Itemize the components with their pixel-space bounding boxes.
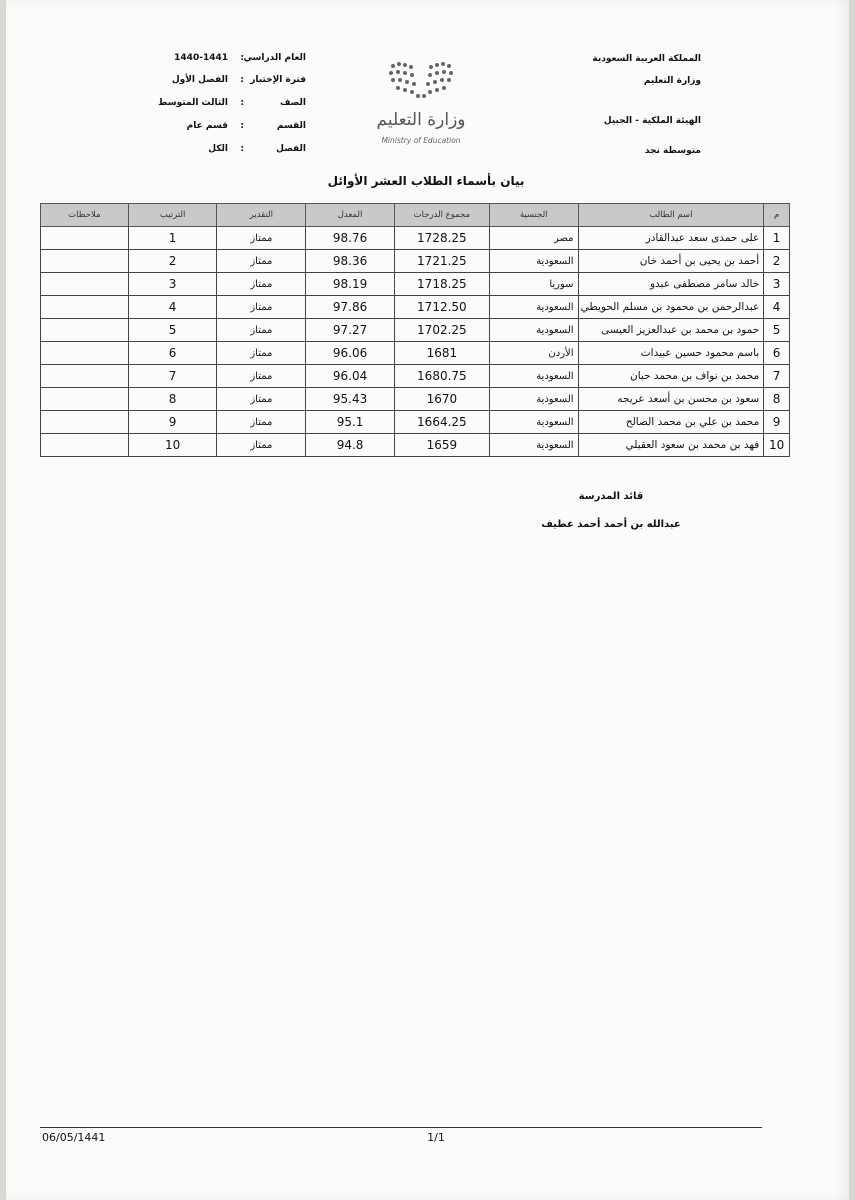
header-rank: الترتيب	[128, 204, 217, 227]
student-name-cell: باسم محمود حسين عبيدات	[578, 342, 764, 365]
average-cell: 95.1	[306, 411, 395, 434]
average-cell: 94.8	[306, 434, 395, 457]
row-index-cell: 2	[764, 250, 790, 273]
rank-cell: 2	[128, 250, 217, 273]
row-index-cell: 1	[764, 227, 790, 250]
header-total-marks: مجموع الدرجات	[394, 204, 489, 227]
table-row	[41, 434, 790, 457]
ministry-logo-icon	[371, 58, 471, 108]
table-row	[41, 273, 790, 296]
notes-cell	[41, 296, 129, 319]
notes-cell	[41, 250, 129, 273]
total-marks-cell: 1680.75	[394, 365, 489, 388]
notes-cell	[41, 434, 129, 457]
rank-cell: 4	[128, 296, 217, 319]
rank-cell: 7	[128, 365, 217, 388]
footer-date: 06/05/1441	[42, 1131, 106, 1144]
grade-cell: ممتاز	[217, 319, 306, 342]
row-index-cell: 5	[764, 319, 790, 342]
nationality-cell: السعودية	[489, 434, 578, 457]
table-row	[41, 388, 790, 411]
table-row	[41, 342, 790, 365]
ministry-logo	[371, 58, 481, 158]
row-index-cell: 4	[764, 296, 790, 319]
document-title: بيان بأسماء الطلاب العشر الأوائل	[327, 174, 525, 188]
notes-cell	[41, 273, 129, 296]
average-cell: 98.19	[306, 273, 395, 296]
total-marks-cell: 1681	[394, 342, 489, 365]
total-marks-cell: 1718.25	[394, 273, 489, 296]
grade-value: الثالث المتوسط	[158, 98, 228, 108]
nationality-cell: السعودية	[489, 296, 578, 319]
signature-role: قائد المدرسة	[578, 491, 644, 502]
footer-divider	[40, 1127, 762, 1128]
row-index-cell: 10	[764, 434, 790, 457]
class-row: الفصل : الكل	[208, 144, 306, 154]
nationality-cell: السعودية	[489, 250, 578, 273]
header-average: المعدل	[306, 204, 395, 227]
academic-year-value: 1440-1441	[174, 53, 228, 63]
row-index-cell: 8	[764, 388, 790, 411]
rank-cell: 1	[128, 227, 217, 250]
rank-cell: 5	[128, 319, 217, 342]
student-name-cell: على حمدى سعد عبدالقادر	[578, 227, 764, 250]
exam-period-row: فترة الإختبار : الفصل الأول	[171, 75, 306, 85]
row-index-cell: 3	[764, 273, 790, 296]
table-row	[41, 296, 790, 319]
row-index-cell: 7	[764, 365, 790, 388]
exam-period-value: الفصل الأول	[171, 75, 228, 85]
grade-label: الصف	[279, 98, 306, 108]
department-label: القسم	[276, 121, 306, 131]
grade-cell: ممتاز	[217, 250, 306, 273]
rank-cell: 6	[128, 342, 217, 365]
nationality-cell: السعودية	[489, 365, 578, 388]
table-row	[41, 227, 790, 250]
rank-cell: 3	[128, 273, 217, 296]
average-cell: 96.04	[306, 365, 395, 388]
rank-cell: 10	[128, 434, 217, 457]
table-row	[41, 411, 790, 434]
header-student-name: اسم الطالب	[578, 204, 764, 227]
nationality-cell: السعودية	[489, 411, 578, 434]
grade-cell: ممتاز	[217, 296, 306, 319]
academic-year-label: العام الدراسي	[243, 53, 306, 63]
total-marks-cell: 1702.25	[394, 319, 489, 342]
row-index-cell: 9	[764, 411, 790, 434]
nationality-cell: الأردن	[489, 342, 578, 365]
header-index: م	[764, 204, 790, 227]
commission-name: الهيئة الملكية - الجبيل	[603, 116, 701, 126]
student-name-cell: محمد بن نواف بن محمد حبان	[578, 365, 764, 388]
average-cell: 98.76	[306, 227, 395, 250]
student-name-cell: محمد بن علي بن محمد الصالح	[578, 411, 764, 434]
academic-year-row: العام الدراسي : 1440-1441	[174, 53, 306, 63]
class-label: الفصل	[276, 144, 306, 154]
student-name-cell: فهد بن محمد بن سعود العقيلي	[578, 434, 764, 457]
header-nationality: الجنسية	[489, 204, 578, 227]
grade-cell: ممتاز	[217, 411, 306, 434]
exam-period-label: فترة الإختبار	[250, 75, 306, 85]
grade-cell: ممتاز	[217, 227, 306, 250]
student-name-cell: خالد سامر مصطفى عبدو	[578, 273, 764, 296]
total-marks-cell: 1664.25	[394, 411, 489, 434]
notes-cell	[41, 388, 129, 411]
top-students-table	[40, 203, 790, 457]
average-cell: 98.36	[306, 250, 395, 273]
document-page	[6, 0, 849, 1200]
nationality-cell: السعودية	[489, 388, 578, 411]
header-grade: التقدير	[217, 204, 306, 227]
total-marks-cell: 1670	[394, 388, 489, 411]
header-notes: ملاحظات	[41, 204, 129, 227]
grade-row: الصف : الثالث المتوسط	[158, 98, 306, 108]
row-index-cell: 6	[764, 342, 790, 365]
school-name: متوسطة نجد	[644, 146, 701, 156]
average-cell: 97.27	[306, 319, 395, 342]
class-value: الكل	[208, 144, 228, 154]
student-name-cell: عبدالرحمن بن محمود بن مسلم الحويطي	[578, 296, 764, 319]
grade-cell: ممتاز	[217, 365, 306, 388]
notes-cell	[41, 319, 129, 342]
nationality-cell: سوريا	[489, 273, 578, 296]
rank-cell: 9	[128, 411, 217, 434]
grade-cell: ممتاز	[217, 342, 306, 365]
total-marks-cell: 1712.50	[394, 296, 489, 319]
notes-cell	[41, 365, 129, 388]
table-header-row	[41, 204, 790, 227]
table-row	[41, 365, 790, 388]
rank-cell: 8	[128, 388, 217, 411]
student-name-cell: أحمد بن يحيى بن أحمد خان	[578, 250, 764, 273]
signature-name: عبدالله بن أحمد أحمد عطيف	[541, 519, 681, 530]
nationality-cell: مصر	[489, 227, 578, 250]
notes-cell	[41, 411, 129, 434]
total-marks-cell: 1728.25	[394, 227, 489, 250]
nationality-cell: السعودية	[489, 319, 578, 342]
department-row: القسم : قسم عام	[186, 121, 306, 131]
department-value: قسم عام	[186, 121, 228, 131]
table-row	[41, 319, 790, 342]
grade-cell: ممتاز	[217, 273, 306, 296]
student-name-cell: سعود بن محسن بن أسعد عريجه	[578, 388, 764, 411]
notes-cell	[41, 342, 129, 365]
logo-arabic-text: وزارة التعليم	[376, 110, 466, 130]
grade-cell: ممتاز	[217, 434, 306, 457]
total-marks-cell: 1721.25	[394, 250, 489, 273]
total-marks-cell: 1659	[394, 434, 489, 457]
kingdom-name: المملكة العربية السعودية	[592, 54, 701, 64]
ministry-name: وزارة التعليم	[643, 76, 701, 86]
table-row	[41, 250, 790, 273]
footer-page-number: 1/1	[427, 1131, 445, 1144]
average-cell: 97.86	[306, 296, 395, 319]
logo-english-text: Ministry of Education	[381, 136, 461, 145]
average-cell: 96.06	[306, 342, 395, 365]
grade-cell: ممتاز	[217, 388, 306, 411]
average-cell: 95.43	[306, 388, 395, 411]
notes-cell	[41, 227, 129, 250]
student-name-cell: حمود بن محمد بن عبدالعزيز العيسى	[578, 319, 764, 342]
